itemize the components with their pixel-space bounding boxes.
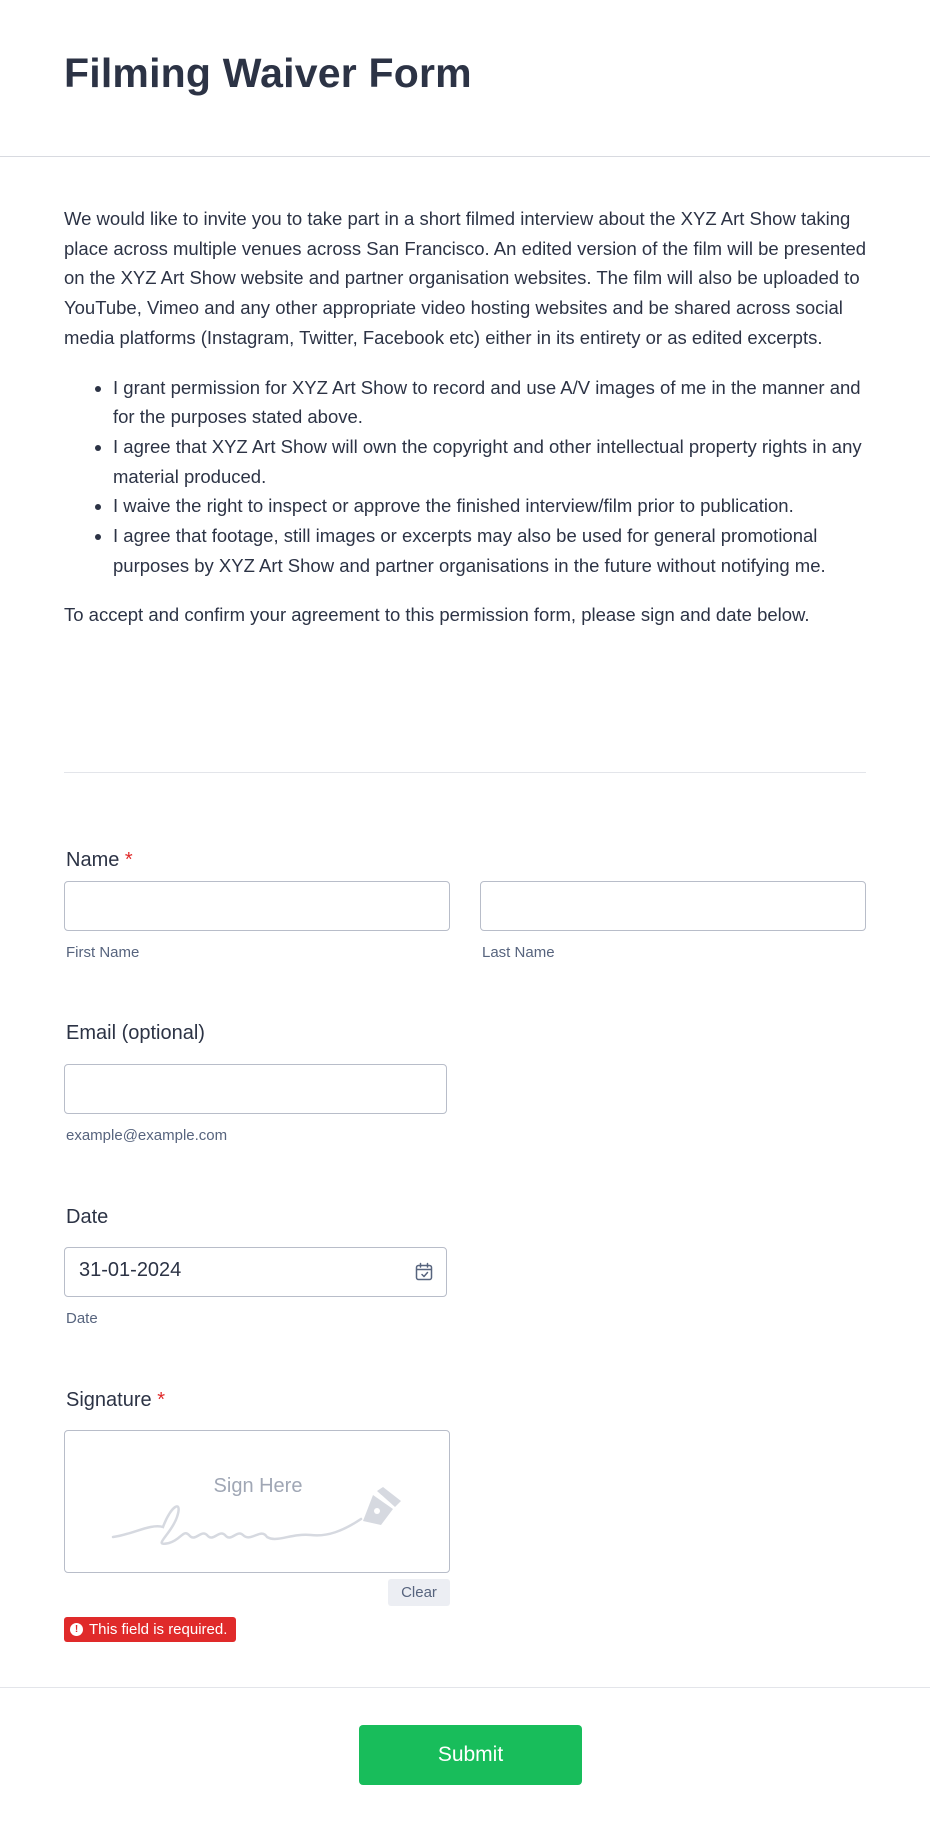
agreement-list [64, 373, 870, 581]
list-item: • I waive the right to inspect or approve the finished interview/film prior to publication. [113, 491, 870, 521]
page-title: Filming Waiver Form [64, 50, 472, 96]
required-asterisk: * [124, 849, 133, 871]
date-input[interactable] [64, 1247, 447, 1297]
date-value: 31-01-2024 [79, 1259, 182, 1281]
list-item: • I agree that footage, still images or excerpts may also be used for general promotional purposes by XYZ Art Show and partner organisations in the future without notifying me. [113, 521, 870, 580]
email-sublabel: example@example.com [66, 1127, 228, 1144]
last-name-input[interactable] [480, 881, 866, 931]
signature-label-text: Signature [66, 1389, 152, 1411]
form-header [0, 0, 930, 157]
error-message [64, 1617, 236, 1642]
last-name-sublabel: Last Name [482, 944, 555, 961]
signature-label [66, 1389, 165, 1412]
intro-paragraph: We would like to invite you to take part in a short filmed interview about the XYZ Art Show taking place across multiple venues across San Francisco. An edited version of the film will be presented on the XYZ Art Show website and partner organisation websites. The film will also be uploaded to YouTube, Vimeo and any other appropriate video hosting websites and be shared across social media platforms (Instagram, Twitter, Facebook etc) either in its entirety or as edited excerpts. [64, 208, 867, 348]
email-label: Email (optional) [66, 1022, 205, 1044]
calendar-icon[interactable] [414, 1262, 434, 1282]
section-divider [64, 772, 866, 773]
first-name-sublabel: First Name [66, 944, 140, 961]
signature-placeholder: Sign Here [213, 1475, 303, 1497]
email-input[interactable] [64, 1064, 447, 1114]
submit-button[interactable]: Submit [359, 1725, 582, 1785]
form-description [64, 204, 870, 650]
list-item: • I grant permission for XYZ Art Show to record and use A/V images of me in the manner and for the purposes stated above. [113, 373, 870, 432]
date-label: Date [66, 1206, 109, 1228]
signature-scribble-icon [111, 1485, 401, 1561]
name-label-text: Name [66, 849, 120, 871]
error-text: This field is required. [89, 1621, 228, 1638]
clear-signature-button[interactable]: Clear [388, 1579, 450, 1606]
required-asterisk: * [157, 1389, 165, 1411]
first-name-input[interactable] [64, 881, 450, 931]
closing-paragraph: To accept and confirm your agreement to this permission form, please sign and date below. [64, 604, 810, 626]
error-icon: ! [70, 1623, 83, 1636]
date-sublabel: Date [66, 1310, 98, 1327]
footer-divider [0, 1687, 930, 1688]
signature-pad[interactable] [64, 1430, 450, 1573]
list-item: • I agree that XYZ Art Show will own the copyright and other intellectual property rights in any material produced. [113, 432, 870, 491]
name-label [66, 849, 133, 872]
